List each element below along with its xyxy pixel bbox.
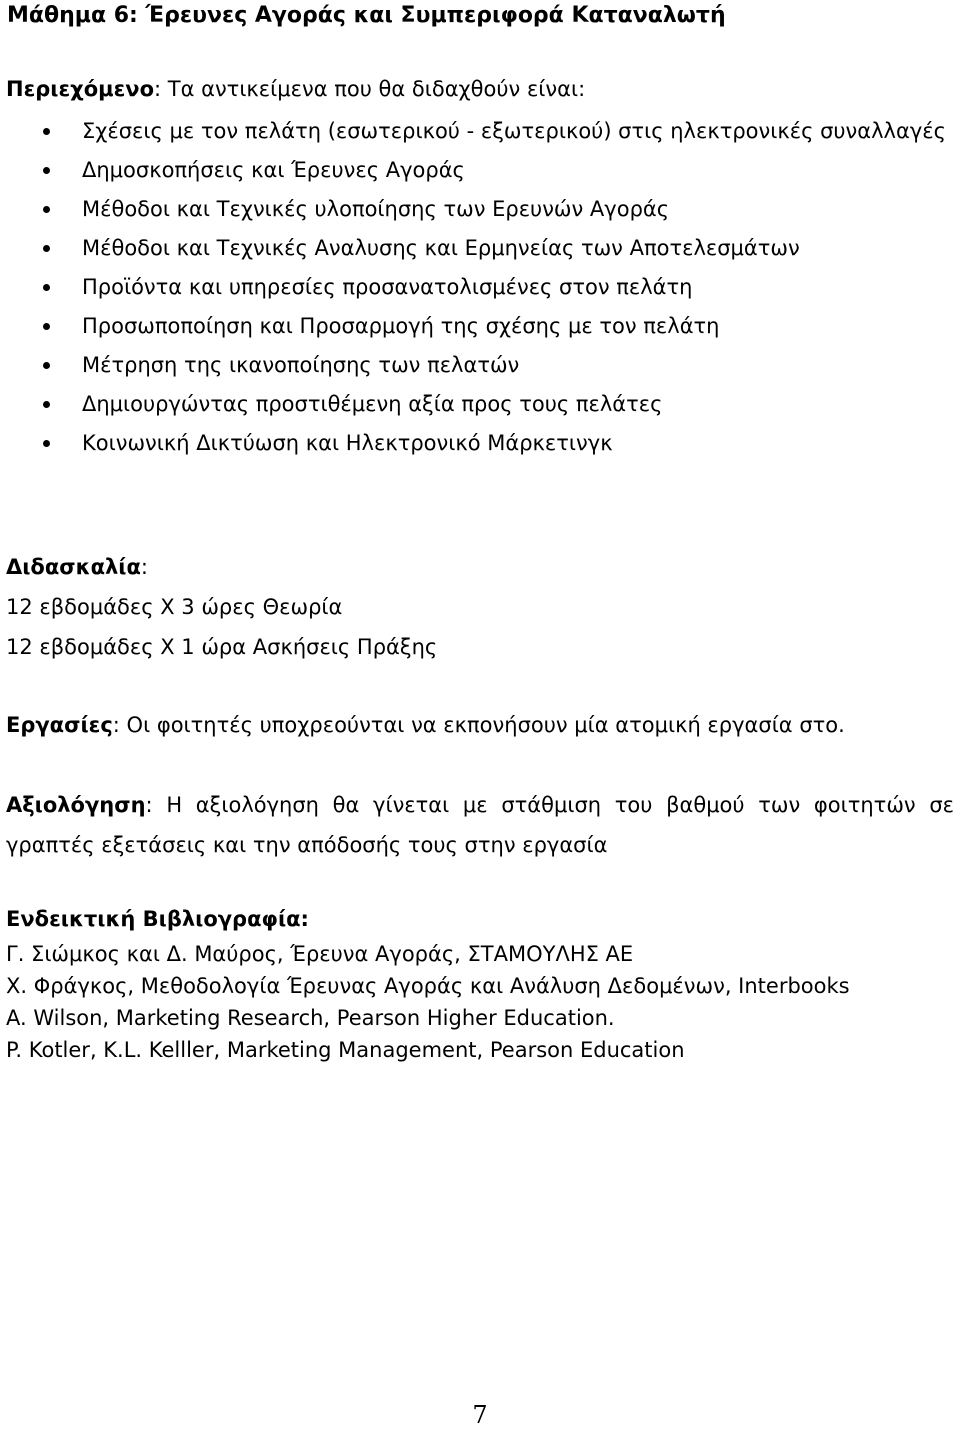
bullet-icon bbox=[43, 440, 50, 447]
bullet-icon bbox=[43, 128, 50, 135]
list-item-text: Προσωποποίηση και Προσαρμογή της σχέσης με τον πελάτη bbox=[82, 314, 720, 338]
list-item bbox=[0, 428, 960, 458]
list-item-text: Σχέσεις με τον πελάτη (εσωτερικού - εξωτερικού) στις ηλεκτρονικές συναλλαγές bbox=[82, 119, 946, 143]
list-item bbox=[0, 233, 960, 263]
bibliography-entry: Χ. Φράγκος, Μεθοδολογία Έρευνας Αγοράς και Ανάλυση Δεδομένων, Interbooks bbox=[6, 974, 850, 998]
teaching-label-suffix: : bbox=[140, 555, 148, 579]
evaluation-text: : Η αξιολόγηση θα γίνεται με στάθμιση του βαθμού των φοιτητών σε γραπτές εξετάσεις και την απόδοσής τους στην εργασία bbox=[6, 793, 954, 857]
assignments-label: Εργασίες bbox=[6, 713, 113, 737]
list-item bbox=[0, 350, 960, 380]
list-item bbox=[0, 155, 960, 185]
teaching-line: 12 εβδομάδες Χ 1 ώρα Ασκήσεις Πράξης bbox=[6, 635, 438, 659]
list-item-text: Δημοσκοπήσεις και Έρευνες Αγοράς bbox=[82, 158, 465, 182]
page-title: Μάθημα 6: Έρευνες Αγοράς και Συμπεριφορά Καταναλωτή bbox=[7, 3, 726, 28]
teaching-label: Διδασκαλία bbox=[6, 555, 141, 579]
list-item-text: Μέθοδοι και Τεχνικές Αναλυσης και Ερμηνείας των Αποτελεσμάτων bbox=[82, 236, 800, 260]
teaching-line: 12 εβδομάδες Χ 3 ώρες Θεωρία bbox=[6, 595, 343, 619]
bibliography-list bbox=[6, 938, 956, 1066]
list-item bbox=[0, 272, 960, 302]
assignments-section bbox=[6, 710, 845, 740]
list-item-text: Μέτρηση της ικανοποίησης των πελατών bbox=[82, 353, 520, 377]
bullet-icon bbox=[43, 245, 50, 252]
bullet-icon bbox=[43, 323, 50, 330]
content-intro-text: : Τα αντικείμενα που θα διδαχθούν είναι: bbox=[154, 77, 586, 101]
bullet-icon bbox=[43, 284, 50, 291]
page-number: 7 bbox=[472, 1401, 488, 1429]
list-item-text: Προϊόντα και υπηρεσίες προσανατολισμένες στον πελάτη bbox=[82, 275, 693, 299]
content-intro bbox=[6, 74, 585, 104]
evaluation-label: Αξιολόγηση bbox=[6, 793, 146, 817]
evaluation-section bbox=[6, 785, 954, 865]
list-item-text: Μέθοδοι και Τεχνικές υλοποίησης των Ερευνών Αγοράς bbox=[82, 197, 670, 221]
bullet-icon bbox=[43, 167, 50, 174]
teaching-heading bbox=[6, 552, 148, 582]
bullet-icon bbox=[43, 362, 50, 369]
list-item bbox=[0, 116, 960, 146]
list-item-text: Κοινωνική Δικτύωση και Ηλεκτρονικό Μάρκετινγκ bbox=[82, 431, 613, 455]
bibliography-heading bbox=[6, 904, 309, 934]
list-item bbox=[0, 194, 960, 224]
content-label: Περιεχόμενο bbox=[6, 77, 155, 101]
assignments-text: : Οι φοιτητές υποχρεούνται να εκπονήσουν μία ατομική εργασία στο. bbox=[112, 713, 845, 737]
list-item-text: Δημιουργώντας προστιθέμενη αξία προς τους πελάτες bbox=[82, 392, 663, 416]
bullet-icon bbox=[43, 206, 50, 213]
bibliography-entry: A. Wilson, Marketing Research, Pearson Higher Education. bbox=[6, 1006, 615, 1030]
bullet-icon bbox=[43, 401, 50, 408]
bibliography-label: Ενδεικτική Βιβλιογραφία: bbox=[6, 907, 309, 931]
list-item bbox=[0, 311, 960, 341]
list-item bbox=[0, 389, 960, 419]
bibliography-entry: Γ. Σιώμκος και Δ. Μαύρος, Έρευνα Αγοράς, ΣΤΑΜΟΥΛΗΣ ΑΕ bbox=[6, 942, 634, 966]
bibliography-entry: P. Kotler, K.L. Kelller, Marketing Management, Pearson Education bbox=[6, 1038, 685, 1062]
content-list bbox=[0, 116, 960, 467]
